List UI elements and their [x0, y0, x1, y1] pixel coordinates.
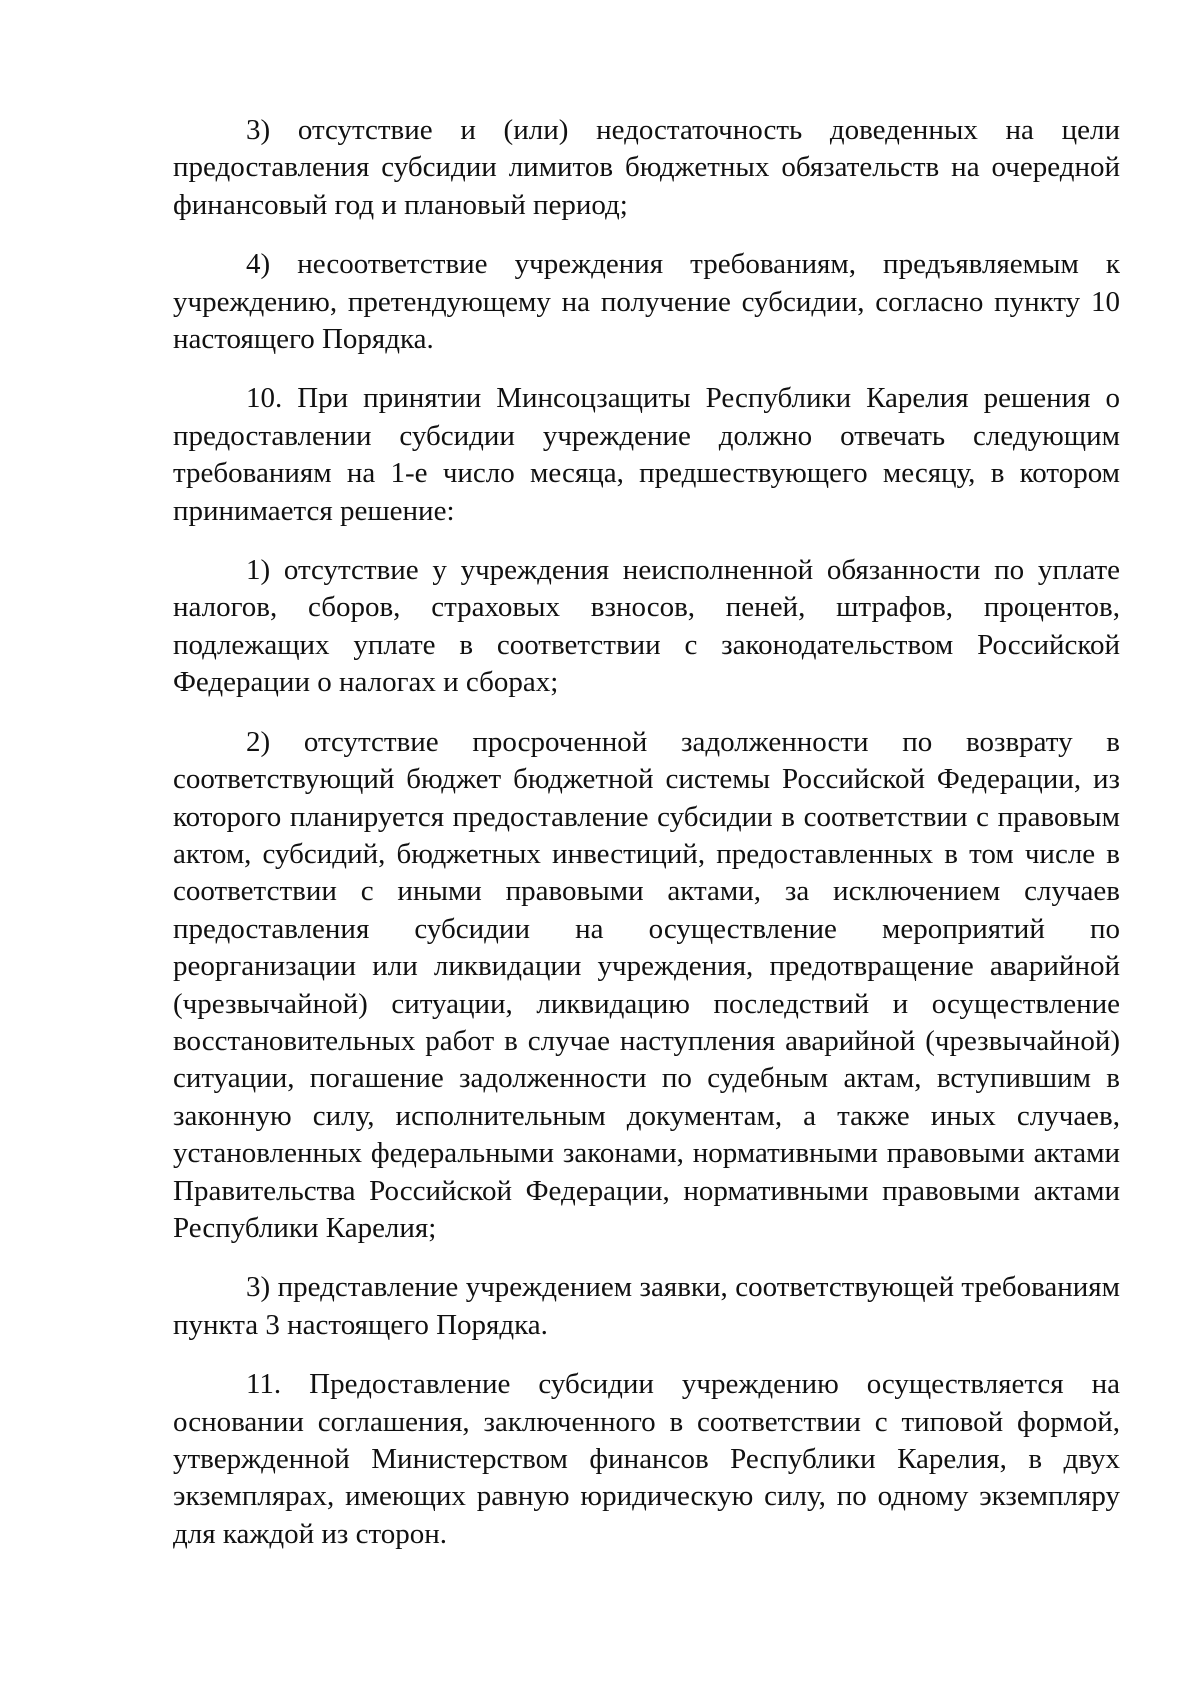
paragraph-item-4-noncompliance: 4) несоответствие учреждения требованиям, предъявляемым к учреждению, претендующему на получение субсидии, согласно пункту 10 настоящего Порядка.: [173, 248, 1120, 356]
paragraph-item-3-limits: 3) отсутствие и (или) недостаточность доведенных на цели предоставления субсидии лимитов бюджетных обязательств на очередной финансовый год и плановый период;: [173, 114, 1120, 221]
paragraph-clause-10: 10. При принятии Минсоцзащиты Республики Карелия решения о предоставлении субсидии учреждение должно отвечать следующим требованиям на 1-е число месяца, предшествующего месяцу, в котором принимается решение:: [173, 382, 1120, 527]
document-page: [173, 112, 1120, 1575]
paragraph-requirement-1-taxes: 1) отсутствие у учреждения неисполненной обязанности по уплате налогов, сборов, страховых взносов, пеней, штрафов, процентов, подлежащих уплате в соответствии с законодательством Российской Федерации о налогах и сборах;: [173, 554, 1120, 699]
paragraph-clause-11: 11. Предоставление субсидии учреждению осуществляется на основании соглашения, заключенного в соответствии с типовой формой, утвержденной Министерством финансов Республики Карелия, в двух экземплярах, имеющих равную юридическую силу, по одному экземпляру для каждой из сторон.: [173, 1368, 1120, 1550]
paragraph-requirement-2-debt: 2) отсутствие просроченной задолженности по возврату в соответствующий бюджет бюджетной системы Российской Федерации, из которого планируется предоставление субсидии в соответствии с правовым актом, субсидий, бюджетных инвестиций, предоставленных в том числе в соответствии с иными правовыми актами, за исключением случаев предоставления субсидии на осуществление мероприятий по реорганизации или ликвидации учреждения, предотвращение аварийной (чрезвычайной) ситуации, ликвидацию последствий и осуществление восстановительных работ в случае наступления аварийной (чрезвычайной) ситуации, погашение задолженности по судебным актам, вступившим в законную силу, исполнительным документам, а также иных случаев, установленных федеральными законами, нормативными правовыми актами Правительства Российской Федерации, нормативными правовыми актами Республики Карелия;: [173, 725, 1120, 1244]
paragraph-requirement-3-application: 3) представление учреждением заявки, соответствующей требованиям пункта 3 настоящего Порядка.: [173, 1271, 1120, 1341]
